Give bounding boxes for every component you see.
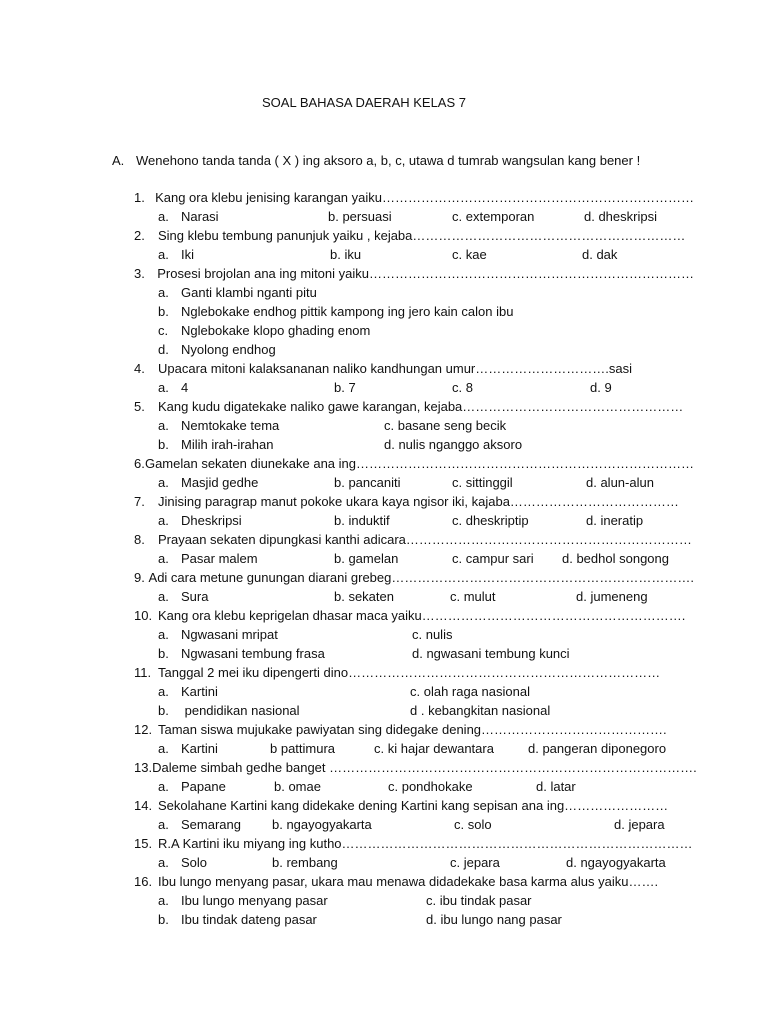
question-13: 13. Daleme simbah gedhe banget …………………………………………………………………………. bbox=[134, 760, 697, 775]
question-7: 7. Jinising paragrap manut pokoke ukara kaya ngisor iki, kajaba………………………………… bbox=[134, 494, 679, 509]
option-a: a. Narasi bbox=[158, 209, 219, 224]
options-13 bbox=[134, 777, 694, 796]
option-a: a. Sura bbox=[158, 589, 209, 604]
option-b: b pattimura bbox=[270, 741, 336, 756]
option-a: a. Masjid gedhe bbox=[158, 475, 259, 490]
option-d: d. pangeran diponegoro bbox=[528, 741, 667, 756]
options-1 bbox=[134, 207, 694, 226]
section-instruction-text: Wenehono tanda tanda ( X ) ing aksoro a, b, c, utawa d tumrab wangsulan kang bener ! bbox=[136, 153, 641, 168]
option-c: c. solo bbox=[454, 817, 492, 832]
option-d: d. nulis nganggo aksoro bbox=[384, 437, 523, 452]
options-4 bbox=[134, 378, 694, 397]
option-c: c. 8 bbox=[452, 380, 473, 395]
option-b: b. pendidikan nasional bbox=[158, 703, 300, 718]
option-c: c. Nglebokake klopo ghading enom bbox=[158, 323, 371, 338]
option-b: b. gamelan bbox=[334, 551, 399, 566]
question-14: 14. Sekolahane Kartini kang didekake dening Kartini kang sepisan ana ing…………………… bbox=[134, 798, 669, 813]
option-c: c. dheskriptip bbox=[452, 513, 529, 528]
option-c: c. mulut bbox=[450, 589, 496, 604]
option-d: d. alun-alun bbox=[586, 475, 654, 490]
question-5: 5. Kang kudu digatekake naliko gawe karangan, kejaba…………………………………………… bbox=[134, 399, 684, 414]
option-a: a. Iki bbox=[158, 247, 194, 262]
option-d: d. ngwasani tembung kunci bbox=[412, 646, 570, 661]
option-d: d. Nyolong endhog bbox=[158, 342, 276, 357]
option-a: a. Semarang bbox=[158, 817, 241, 832]
option-b: b. rembang bbox=[272, 855, 338, 870]
option-a: a. Solo bbox=[158, 855, 208, 870]
option-c: c. kae bbox=[452, 247, 487, 262]
option-b: b. induktif bbox=[334, 513, 390, 528]
options-7 bbox=[134, 511, 694, 530]
option-d: d. bedhol songong bbox=[562, 551, 669, 566]
question-1: 1. Kang ora klebu jenising karangan yaiku……………………………………………………………… bbox=[134, 190, 694, 205]
option-d: d. 9 bbox=[590, 380, 612, 395]
option-c: c. nulis bbox=[412, 627, 453, 642]
option-a: a. Nemtokake tema bbox=[158, 418, 280, 433]
options-10b bbox=[134, 644, 694, 663]
option-a: a. Dheskripsi bbox=[158, 513, 242, 528]
option-d: d. ibu lungo nang pasar bbox=[426, 912, 562, 927]
option-c: c. ibu tindak pasar bbox=[426, 893, 532, 908]
options-11b bbox=[134, 701, 694, 720]
options-9 bbox=[134, 587, 694, 606]
options-6 bbox=[134, 473, 694, 492]
option-a: a. Pasar malem bbox=[158, 551, 258, 566]
option-a: a. Kartini bbox=[158, 741, 218, 756]
option-c: c. ki hajar dewantara bbox=[374, 741, 494, 756]
option-c: c. jepara bbox=[450, 855, 500, 870]
document-title: SOAL BAHASA DAERAH KELAS 7 bbox=[262, 95, 466, 110]
question-8: 8. Prayaan sekaten dipungkasi kanthi adicara………………………………………………………… bbox=[134, 532, 692, 547]
question-list bbox=[134, 188, 697, 929]
question-6: 6. Gamelan sekaten diunekake ana ing…………………………………………………………………… bbox=[134, 456, 694, 471]
option-d: d . kebangkitan nasional bbox=[410, 703, 551, 718]
option-b: b. Milih irah-irahan bbox=[158, 437, 274, 452]
question-12: 12. Taman siswa mujukake pawiyatan sing didegake dening……………………………………. bbox=[134, 722, 667, 737]
option-d: d. dak bbox=[582, 247, 618, 262]
question-2: 2. Sing klebu tembung panunjuk yaiku , kejaba……………………………………………………… bbox=[134, 228, 686, 243]
option-a: a. 4 bbox=[158, 380, 189, 395]
option-c: c. campur sari bbox=[452, 551, 534, 566]
options-14 bbox=[134, 815, 694, 834]
options-11a bbox=[134, 682, 694, 701]
option-d: d. latar bbox=[536, 779, 576, 794]
options-15 bbox=[134, 853, 694, 872]
question-9: 9. Adi cara metune gunungan diarani grebeg……………………………………………………………. bbox=[134, 570, 694, 585]
options-5b bbox=[134, 435, 694, 454]
options-2 bbox=[134, 245, 694, 264]
question-11: 11. Tanggal 2 mei iku dipengerti dino……………………………………………………………… bbox=[134, 665, 661, 680]
question-10: 10. Kang ora klebu keprigelan dhasar maca yaiku……………………………………………………. bbox=[134, 608, 686, 623]
option-d: d. jepara bbox=[614, 817, 665, 832]
option-c: c. sittinggil bbox=[452, 475, 513, 490]
option-b: b. Nglebokake endhog pittik kampong ing jero kain calon ibu bbox=[158, 304, 514, 319]
option-c: c. olah raga nasional bbox=[410, 684, 530, 699]
question-3: 3. Prosesi brojolan ana ing mitoni yaiku………………………………………………………………… bbox=[134, 266, 694, 281]
option-a: a. Ganti klambi nganti pitu bbox=[158, 285, 317, 300]
option-c: c. basane seng becik bbox=[384, 418, 507, 433]
option-c: c. pondhokake bbox=[388, 779, 473, 794]
question-4: 4. Upacara mitoni kalaksananan naliko kandhungan umur………………………….sasi bbox=[134, 361, 632, 376]
option-b: b. 7 bbox=[334, 380, 356, 395]
section-a-instruction bbox=[112, 151, 712, 170]
option-b: b. iku bbox=[330, 247, 362, 262]
options-3 bbox=[134, 283, 694, 359]
question-16: 16. Ibu lungo menyang pasar, ukara mau menawa didadekake basa karma alus yaiku……. bbox=[134, 874, 659, 889]
question-15: 15. R.A Kartini iku miyang ing kutho……………………………………………………………………… bbox=[134, 836, 693, 851]
options-8 bbox=[134, 549, 694, 568]
options-5a bbox=[134, 416, 694, 435]
options-12 bbox=[134, 739, 694, 758]
options-16a bbox=[134, 891, 694, 910]
option-b: b. sekaten bbox=[334, 589, 394, 604]
option-a: a. Kartini bbox=[158, 684, 218, 699]
option-b: b. omae bbox=[274, 779, 321, 794]
option-b: b. Ibu tindak dateng pasar bbox=[158, 912, 317, 927]
option-d: d. ngayogyakarta bbox=[566, 855, 666, 870]
option-a: a. Papane bbox=[158, 779, 226, 794]
option-d: d. jumeneng bbox=[576, 589, 648, 604]
option-a: a. Ngwasani mripat bbox=[158, 627, 278, 642]
section-letter: A. bbox=[112, 153, 125, 168]
option-b: b. pancaniti bbox=[334, 475, 401, 490]
option-b: b. Ngwasani tembung frasa bbox=[158, 646, 325, 661]
option-c: c. extemporan bbox=[452, 209, 535, 224]
option-d: d. ineratip bbox=[586, 513, 644, 528]
option-b: b. ngayogyakarta bbox=[272, 817, 372, 832]
options-16b bbox=[134, 910, 694, 929]
options-10a bbox=[134, 625, 694, 644]
option-b: b. persuasi bbox=[328, 209, 392, 224]
option-a: a. Ibu lungo menyang pasar bbox=[158, 893, 328, 908]
option-d: d. dheskripsi bbox=[584, 209, 657, 224]
